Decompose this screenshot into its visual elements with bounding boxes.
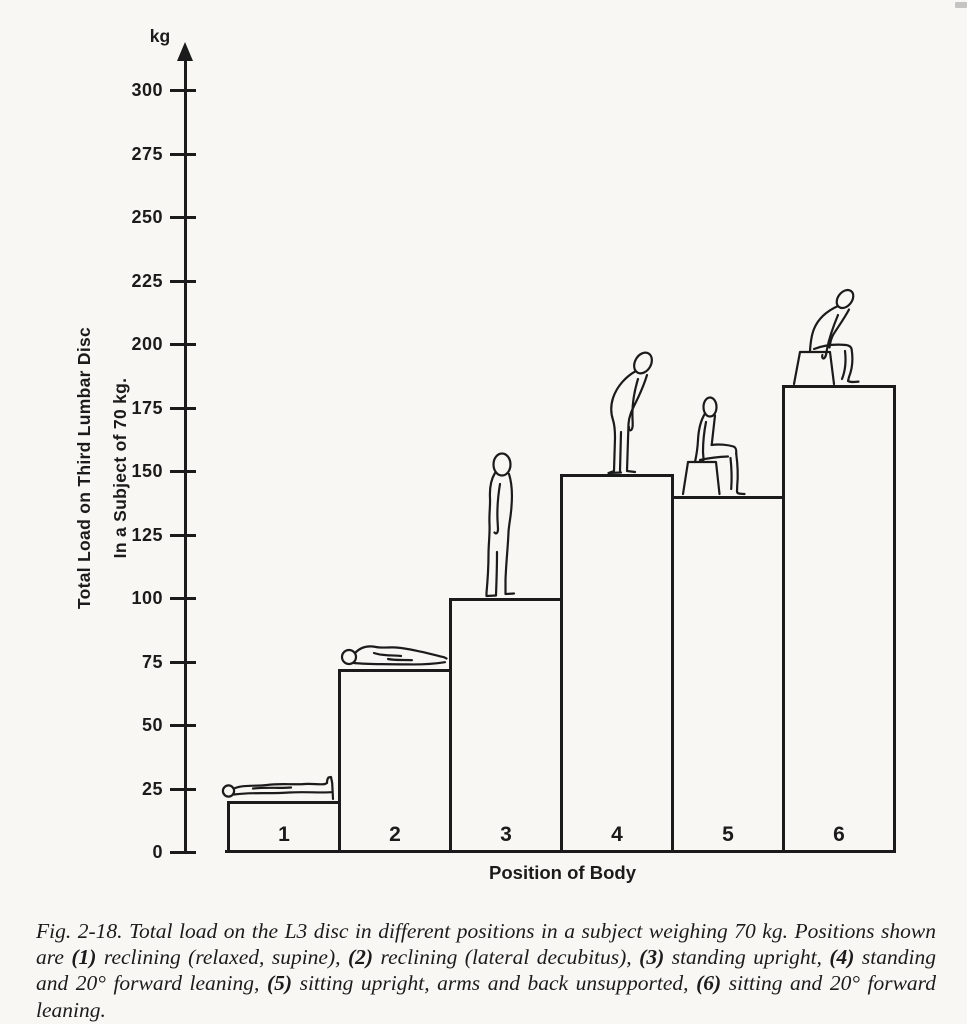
bar-6: [782, 385, 896, 852]
bar-3: [449, 598, 563, 852]
figure-reclining-supine-icon: [221, 775, 339, 801]
scan-artifact: [955, 2, 967, 8]
y-tick: [170, 470, 196, 473]
y-tick-label: 300: [131, 80, 163, 100]
y-axis-unit-label: kg: [149, 26, 171, 46]
caption-segment: sitting and 20° forward leaning.: [36, 971, 937, 1022]
y-tick-label: 75: [141, 652, 163, 672]
bar-label: 4: [611, 823, 623, 846]
y-tick: [170, 153, 196, 156]
y-tick-label: 125: [131, 525, 163, 545]
figure-reclining-lateral-icon: [338, 643, 450, 669]
y-tick-label: 100: [131, 588, 163, 608]
y-tick: [170, 407, 196, 410]
figure-caption: [36, 918, 936, 1024]
bar-label: 6: [833, 823, 845, 846]
bar-1: [227, 801, 341, 852]
bar-label: 3: [500, 823, 512, 846]
y-tick-label: 50: [141, 715, 163, 735]
caption-segment: reclining (relaxed, supine),: [96, 944, 348, 969]
y-tick-label: 175: [131, 398, 163, 418]
y-axis-title-line2: In a Subject of 70 kg.: [110, 377, 130, 559]
bar-label: 5: [722, 823, 734, 846]
caption-segment: standing and 20° forward leaning,: [36, 944, 936, 996]
bar-label: 2: [389, 823, 401, 846]
y-tick: [170, 89, 196, 92]
caption-segment: reclining (lateral decubitus),: [373, 944, 640, 969]
x-axis-label: Position of Body: [489, 862, 636, 883]
y-axis-title: [66, 188, 138, 748]
y-tick: [170, 788, 196, 791]
y-tick-label: 150: [131, 461, 163, 481]
bar-label: 1: [278, 823, 290, 846]
y-tick: [170, 597, 196, 600]
y-tick: [170, 534, 196, 537]
caption-segment: standing upright,: [664, 944, 830, 969]
y-tick: [170, 851, 196, 854]
y-tick-label: 275: [131, 144, 163, 164]
y-tick: [170, 343, 196, 346]
bar-4: [560, 474, 674, 852]
caption-position-number: (4): [829, 944, 855, 969]
y-tick: [170, 661, 196, 664]
bar-5: [671, 496, 785, 852]
y-tick-label: 225: [131, 271, 163, 291]
y-axis-line: [184, 56, 187, 852]
caption-segment: Fig. 2-18. Total load on the L3 disc in different positions in a subject weighing 70 kg. Positions shown are: [36, 918, 936, 969]
y-tick-label: 250: [131, 207, 163, 227]
y-tick-label: 200: [131, 334, 163, 354]
figure-standing-forward-leaning-icon: [591, 350, 663, 474]
y-tick: [170, 724, 196, 727]
y-tick: [170, 280, 196, 283]
caption-segment: sitting upright, arms and back unsupported,: [292, 971, 697, 996]
y-axis-title-line1: Total Load on Third Lumbar Disc: [74, 326, 94, 610]
figure-sitting-forward-leaning-icon: [788, 283, 876, 385]
y-tick-label: 25: [141, 779, 163, 799]
figure-sitting-upright-icon: [678, 396, 752, 496]
y-tick-label: 0: [152, 842, 163, 862]
caption-position-number: (5): [266, 971, 293, 996]
bar-2: [338, 669, 452, 852]
caption-position-number: (3): [639, 944, 665, 969]
caption-position-number: (6): [696, 971, 722, 996]
caption-position-number: (2): [347, 944, 374, 969]
figure-standing-upright-icon: [475, 452, 525, 598]
caption-position-number: (1): [71, 944, 97, 969]
y-tick: [170, 216, 196, 219]
